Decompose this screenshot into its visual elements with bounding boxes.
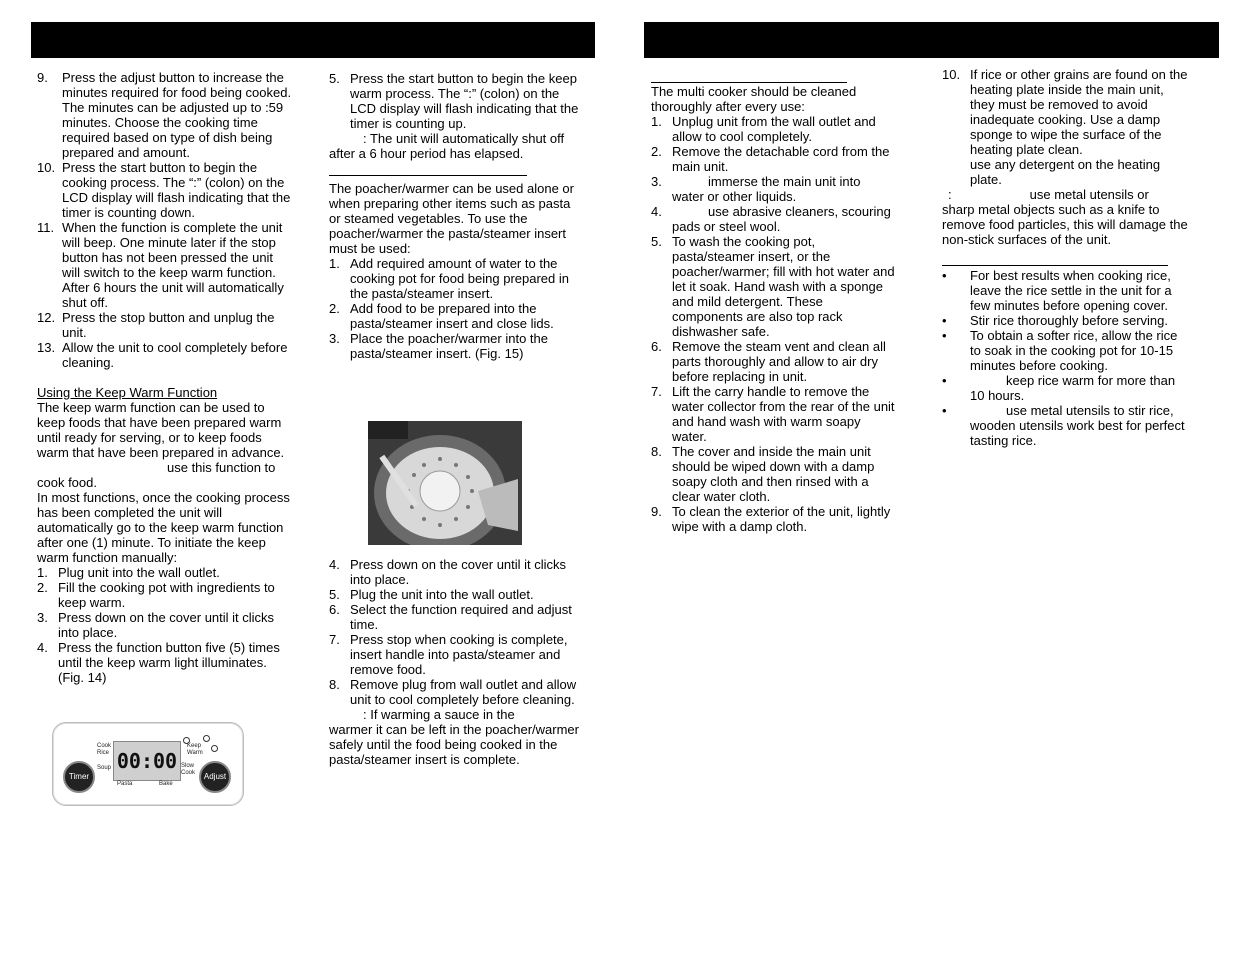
list-number: 12. xyxy=(37,310,56,325)
soup-label: Soup xyxy=(97,765,112,771)
list-text: To clean the exterior of the unit, lightly wipe with a damp cloth. xyxy=(672,504,891,534)
list-item xyxy=(329,256,585,301)
list-number: • xyxy=(942,403,947,418)
cleaning-heading-rule xyxy=(651,82,847,83)
left-header-bar xyxy=(31,22,595,58)
poacher-photo-image xyxy=(368,421,522,545)
list-number: 6. xyxy=(651,339,662,354)
list-number: 3. xyxy=(37,610,48,625)
list-text: Remove the detachable cord from the main unit. xyxy=(672,144,890,174)
steps-list-b xyxy=(329,256,585,361)
rice-tips-heading-rule xyxy=(942,265,1168,266)
bake-label: Bake xyxy=(159,781,173,787)
list-item xyxy=(942,313,1188,328)
list-number: • xyxy=(942,373,947,388)
list-item xyxy=(329,587,585,602)
list-number: 3. xyxy=(651,174,662,189)
list-item xyxy=(37,70,293,160)
column-2-lower xyxy=(329,557,585,767)
list-item xyxy=(651,204,895,234)
keep-warm-intro: The keep warm function can be used to keep foods that have been prepared warm until ready for serving, or to keep foods warm that have been prepared in advance. xyxy=(37,400,285,460)
list-number: 5. xyxy=(329,71,340,86)
list-number: 11. xyxy=(37,220,55,235)
auto-shutoff-note-end: after a 6 hour period has elapsed. xyxy=(329,146,524,161)
list-text: Plug unit into the wall outlet. xyxy=(58,565,220,580)
list-text: Press down on the cover until it clicks into place. xyxy=(58,610,275,640)
list-text: use metal utensils to stir rice, wooden utensils work best for perfect tasting rice. xyxy=(970,403,1185,448)
keep-warm-note: use this function to xyxy=(167,460,276,475)
keep-warm-para2: In most functions, once the cooking process has been completed the unit will automatically go to the keep warm function after one (1) minute. To initiate the keep warm function manually: xyxy=(37,490,290,565)
steps-list-b xyxy=(37,565,293,685)
list-item xyxy=(37,220,293,310)
list-number: 1. xyxy=(37,565,48,580)
list-item xyxy=(942,373,1188,403)
list-item xyxy=(329,677,585,707)
list-item xyxy=(651,384,895,444)
indicator-light-icon xyxy=(203,735,210,742)
poacher-photo xyxy=(368,421,522,545)
steps-list-c xyxy=(329,557,585,707)
cook-rice-label: Cook Rice xyxy=(97,743,112,756)
indicator-light-icon xyxy=(183,737,190,744)
list-item xyxy=(651,444,895,504)
list-text: Press stop when cooking is complete, insert handle into pasta/steamer and remove food. xyxy=(350,632,568,677)
list-text: Press the adjust button to increase the minutes required for food being cooked. The minutes can be adjusted up to :59 minutes. Choose the cooking time required based on type of dish being prepared and amount. xyxy=(62,70,292,160)
list-text: To obtain a softer rice, allow the rice to soak in the cooking pot for 10-15 minutes before cooking. xyxy=(970,328,1178,373)
list-number: 4. xyxy=(651,204,662,219)
list-number: 1. xyxy=(329,256,340,271)
slow-cook-label: Slow Cook xyxy=(181,763,196,776)
auto-shutoff-note: : The unit will automatically shut off xyxy=(363,131,565,146)
list-item xyxy=(329,632,585,677)
list-number: 7. xyxy=(329,632,340,647)
list-number: 3. xyxy=(329,331,340,346)
list-number: 7. xyxy=(651,384,662,399)
list-text: immerse the main unit into water or other liquids. xyxy=(672,174,861,204)
list-text: Press the stop button and unplug the unit. xyxy=(62,310,275,340)
list-number: 4. xyxy=(329,557,340,572)
list-text: Remove plug from wall outlet and allow unit to cool completely before cleaning. xyxy=(350,677,577,707)
list-text: To wash the cooking pot, pasta/steamer insert, or the poacher/warmer; fill with hot water and let it soak. Hand wash with a sponge and mild detergent. These components are also top rack dishwasher safe. xyxy=(672,234,895,339)
list-text: Select the function required and adjust time. xyxy=(350,602,572,632)
column-2 xyxy=(329,71,585,361)
steps-list-a xyxy=(329,71,585,131)
lcd-display: 00:00 xyxy=(113,741,181,781)
list-item xyxy=(942,328,1188,373)
list-text: Lift the carry handle to remove the water collector from the rear of the unit and hand wash with warm soapy water. xyxy=(672,384,895,444)
list-number: 2. xyxy=(651,144,662,159)
caution-rest: sharp metal objects such as a knife to remove food particles, this will damage the non-stick surfaces of the unit. xyxy=(942,202,1188,247)
list-item xyxy=(329,301,585,331)
list-text: Stir rice thoroughly before serving. xyxy=(970,313,1168,328)
cleaning-intro: The multi cooker should be cleaned thoroughly after every use: xyxy=(651,84,857,114)
list-text: Remove the steam vent and clean all parts thoroughly and allow to air dry before replacing in unit. xyxy=(672,339,886,384)
list-item xyxy=(37,610,293,640)
list-text: For best results when cooking rice, leave the rice settle in the unit for a few minutes before opening cover. xyxy=(970,268,1172,313)
control-panel-figure xyxy=(52,722,244,806)
list-number: 9. xyxy=(37,70,48,85)
list-text: The cover and inside the main unit should be wiped down with a damp soapy cloth and then rinsed with a clear water cloth. xyxy=(672,444,875,504)
keep-warm-heading: Using the Keep Warm Function xyxy=(37,385,218,400)
list-text: Press the start button to begin the cooking process. The “:” (colon) on the LCD display will flash indicating that the timer is counting down. xyxy=(62,160,291,220)
caution-line: : use metal utensils or xyxy=(948,187,1149,202)
list-number: 4. xyxy=(37,640,48,655)
list-item xyxy=(37,310,293,340)
adjust-button: Adjust xyxy=(199,761,231,793)
list-number: 5. xyxy=(329,587,340,602)
list-number: • xyxy=(942,328,947,343)
list-number: • xyxy=(942,313,947,328)
poacher-intro: The poacher/warmer can be used alone or when preparing other items such as pasta or steamed vegetables. To use the poacher/warmer the pasta/steamer insert must be used: xyxy=(329,181,574,256)
column-1 xyxy=(37,70,293,685)
list-number: 10. xyxy=(37,160,56,175)
column-4 xyxy=(942,67,1188,448)
list-item xyxy=(329,71,585,131)
list-text: Press down on the cover until it clicks into place. xyxy=(350,557,567,587)
right-header-bar xyxy=(644,22,1219,58)
sauce-note-rest: warmer it can be left in the poacher/warmer safely until the food being cooked in the pasta/steamer insert is complete. xyxy=(329,722,579,767)
list-number: • xyxy=(942,268,947,283)
timer-button: Timer xyxy=(63,761,95,793)
list-text: Press the function button five (5) times until the keep warm light illuminates. (Fig. 14) xyxy=(58,640,280,685)
list-item xyxy=(37,580,293,610)
list-item xyxy=(942,403,1188,448)
list-item xyxy=(942,268,1188,313)
list-number: 2. xyxy=(37,580,48,595)
list-item xyxy=(37,160,293,220)
list-item xyxy=(651,339,895,384)
list-item: 10. If rice or other grains are found on the heating plate inside the main unit, they must be removed to avoid inadequate cooking. Use a damp sponge to wipe the surface of the heating plate clean. use any detergent on the heating plate. xyxy=(942,67,1188,187)
list-item xyxy=(651,234,895,339)
list-number: 9. xyxy=(651,504,662,519)
list-item xyxy=(329,557,585,587)
list-text: Add required amount of water to the cooking pot for food being prepared in the pasta/steamer insert. xyxy=(350,256,569,301)
sauce-note: : If warming a sauce in the xyxy=(363,707,515,722)
keep-warm-label: Keep Warm xyxy=(187,743,203,756)
list-item xyxy=(329,331,585,361)
list-number: 8. xyxy=(329,677,340,692)
list-number: 8. xyxy=(651,444,662,459)
list-text: Place the poacher/warmer into the pasta/steamer insert. (Fig. 15) xyxy=(350,331,548,361)
list-item xyxy=(37,565,293,580)
list-text: When the function is complete the unit will beep. One minute later if the stop button has not been pressed the unit will switch to the keep warm function. After 6 hours the unit will automatically shut off. xyxy=(62,220,284,310)
indicator-light-icon xyxy=(211,745,218,752)
list-item xyxy=(651,174,895,204)
list-text: Plug the unit into the wall outlet. xyxy=(350,587,534,602)
list-text: Unplug unit from the wall outlet and allow to cool completely. xyxy=(672,114,876,144)
list-item xyxy=(329,602,585,632)
keep-warm-note-end: cook food. xyxy=(37,475,97,490)
steps-list-a xyxy=(37,70,293,370)
list-text: use abrasive cleaners, scouring pads or steel wool. xyxy=(672,204,891,234)
list-number: 13. xyxy=(37,340,56,355)
list-text: Add food to be prepared into the pasta/steamer insert and close lids. xyxy=(350,301,554,331)
list-item xyxy=(37,640,293,685)
pasta-label: Pasta xyxy=(117,781,133,787)
list-item xyxy=(651,144,895,174)
poacher-heading-rule xyxy=(329,175,527,176)
list-item xyxy=(37,340,293,370)
list-item xyxy=(651,504,895,534)
list-number: 6. xyxy=(329,602,340,617)
list-item xyxy=(651,114,895,144)
list-number: 1. xyxy=(651,114,662,129)
list-text: keep rice warm for more than 10 hours. xyxy=(970,373,1176,403)
list-text: Allow the unit to cool completely before cleaning. xyxy=(62,340,288,370)
list-text: Press the start button to begin the keep warm process. The “:” (colon) on the LCD display will flash indicating that the timer is counting up. xyxy=(350,71,579,131)
cleaning-steps xyxy=(651,114,895,534)
list-number: 5. xyxy=(651,234,662,249)
column-3 xyxy=(651,68,895,534)
rice-tips xyxy=(942,268,1188,448)
list-number: 2. xyxy=(329,301,340,316)
list-text: Fill the cooking pot with ingredients to keep warm. xyxy=(58,580,275,610)
cleaning-step-10 xyxy=(942,67,1188,187)
